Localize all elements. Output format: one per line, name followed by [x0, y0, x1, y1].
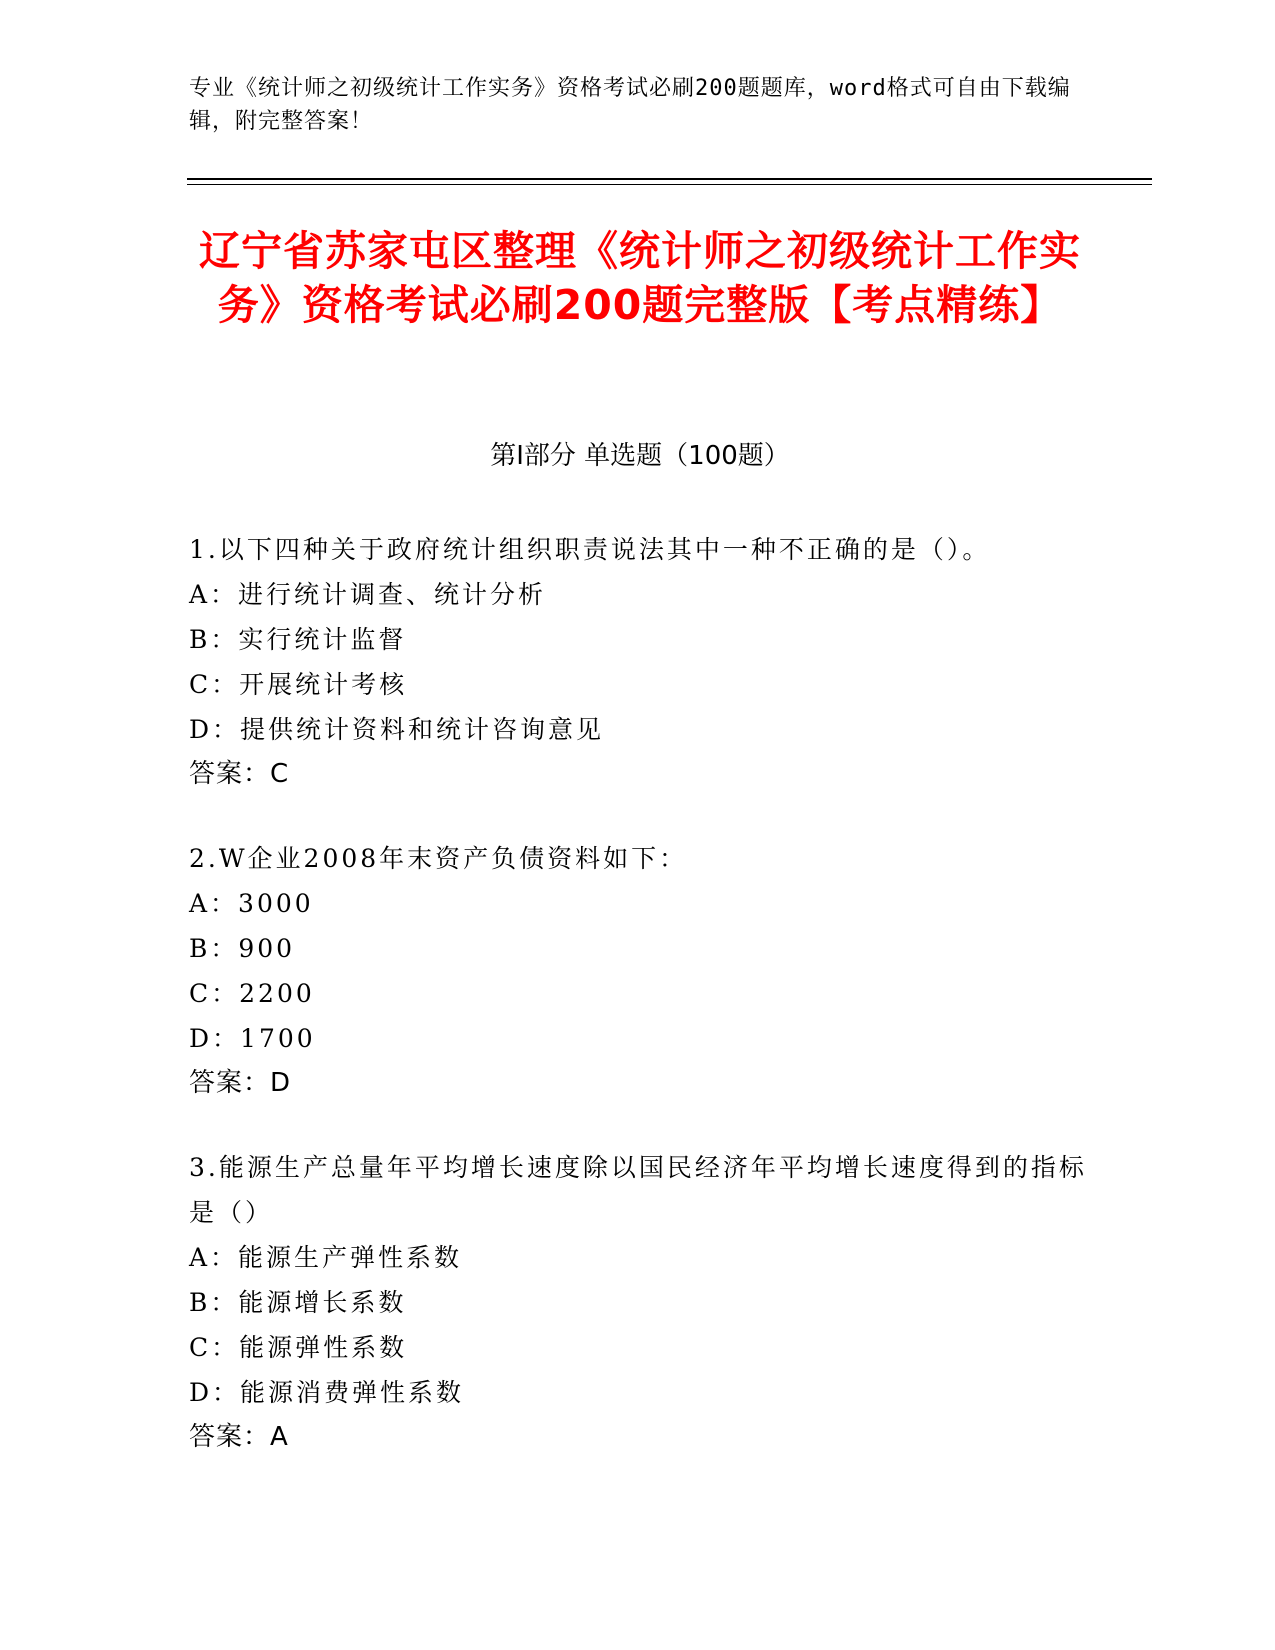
question-stem: 1.以下四种关于政府统计组织职责说法其中一种不正确的是（）。: [189, 535, 991, 564]
question-stem: 2.W企业2008年末资产负债资料如下：: [189, 844, 688, 873]
question-2: [189, 836, 1089, 1106]
question-stem: 3.能源生产总量年平均增长速度除以国民经济年平均增长速度得到的指标是（）: [189, 1153, 1087, 1227]
document-title: 辽宁省苏家屯区整理《统计师之初级统计工作实务》资格考试必刷200题完整版【考点精练】: [199, 227, 1081, 329]
answer-line: 答案：A: [189, 1422, 289, 1452]
question-list: [189, 527, 1089, 1499]
header-note: 专业《统计师之初级统计工作实务》资格考试必刷200题题库，word格式可自由下载编辑，附完整答案！: [189, 76, 1071, 134]
option-a: A：能源生产弹性系数: [189, 1243, 463, 1272]
option-d: D：1700: [189, 1024, 316, 1053]
option-c: C：开展统计考核: [189, 670, 408, 699]
option-c: C：2200: [189, 979, 315, 1008]
option-a: A：3000: [189, 889, 314, 918]
answer-line: 答案：C: [189, 759, 290, 789]
header-rule-thin: [187, 184, 1152, 185]
question-1: [189, 527, 1089, 797]
option-d: D：提供统计资料和统计咨询意见: [189, 715, 605, 744]
option-b: B：能源增长系数: [189, 1288, 407, 1317]
section-heading: 第I部分 单选题（100题）: [490, 441, 790, 471]
answer-line: 答案：D: [189, 1068, 292, 1098]
header-rule-thick: [187, 178, 1152, 180]
option-d: D：能源消费弹性系数: [189, 1378, 465, 1407]
option-b: B：实行统计监督: [189, 625, 407, 654]
option-c: C：能源弹性系数: [189, 1333, 408, 1362]
question-3: [189, 1145, 1089, 1460]
option-a: A：进行统计调查、统计分析: [189, 580, 547, 609]
option-b: B：900: [189, 934, 296, 963]
